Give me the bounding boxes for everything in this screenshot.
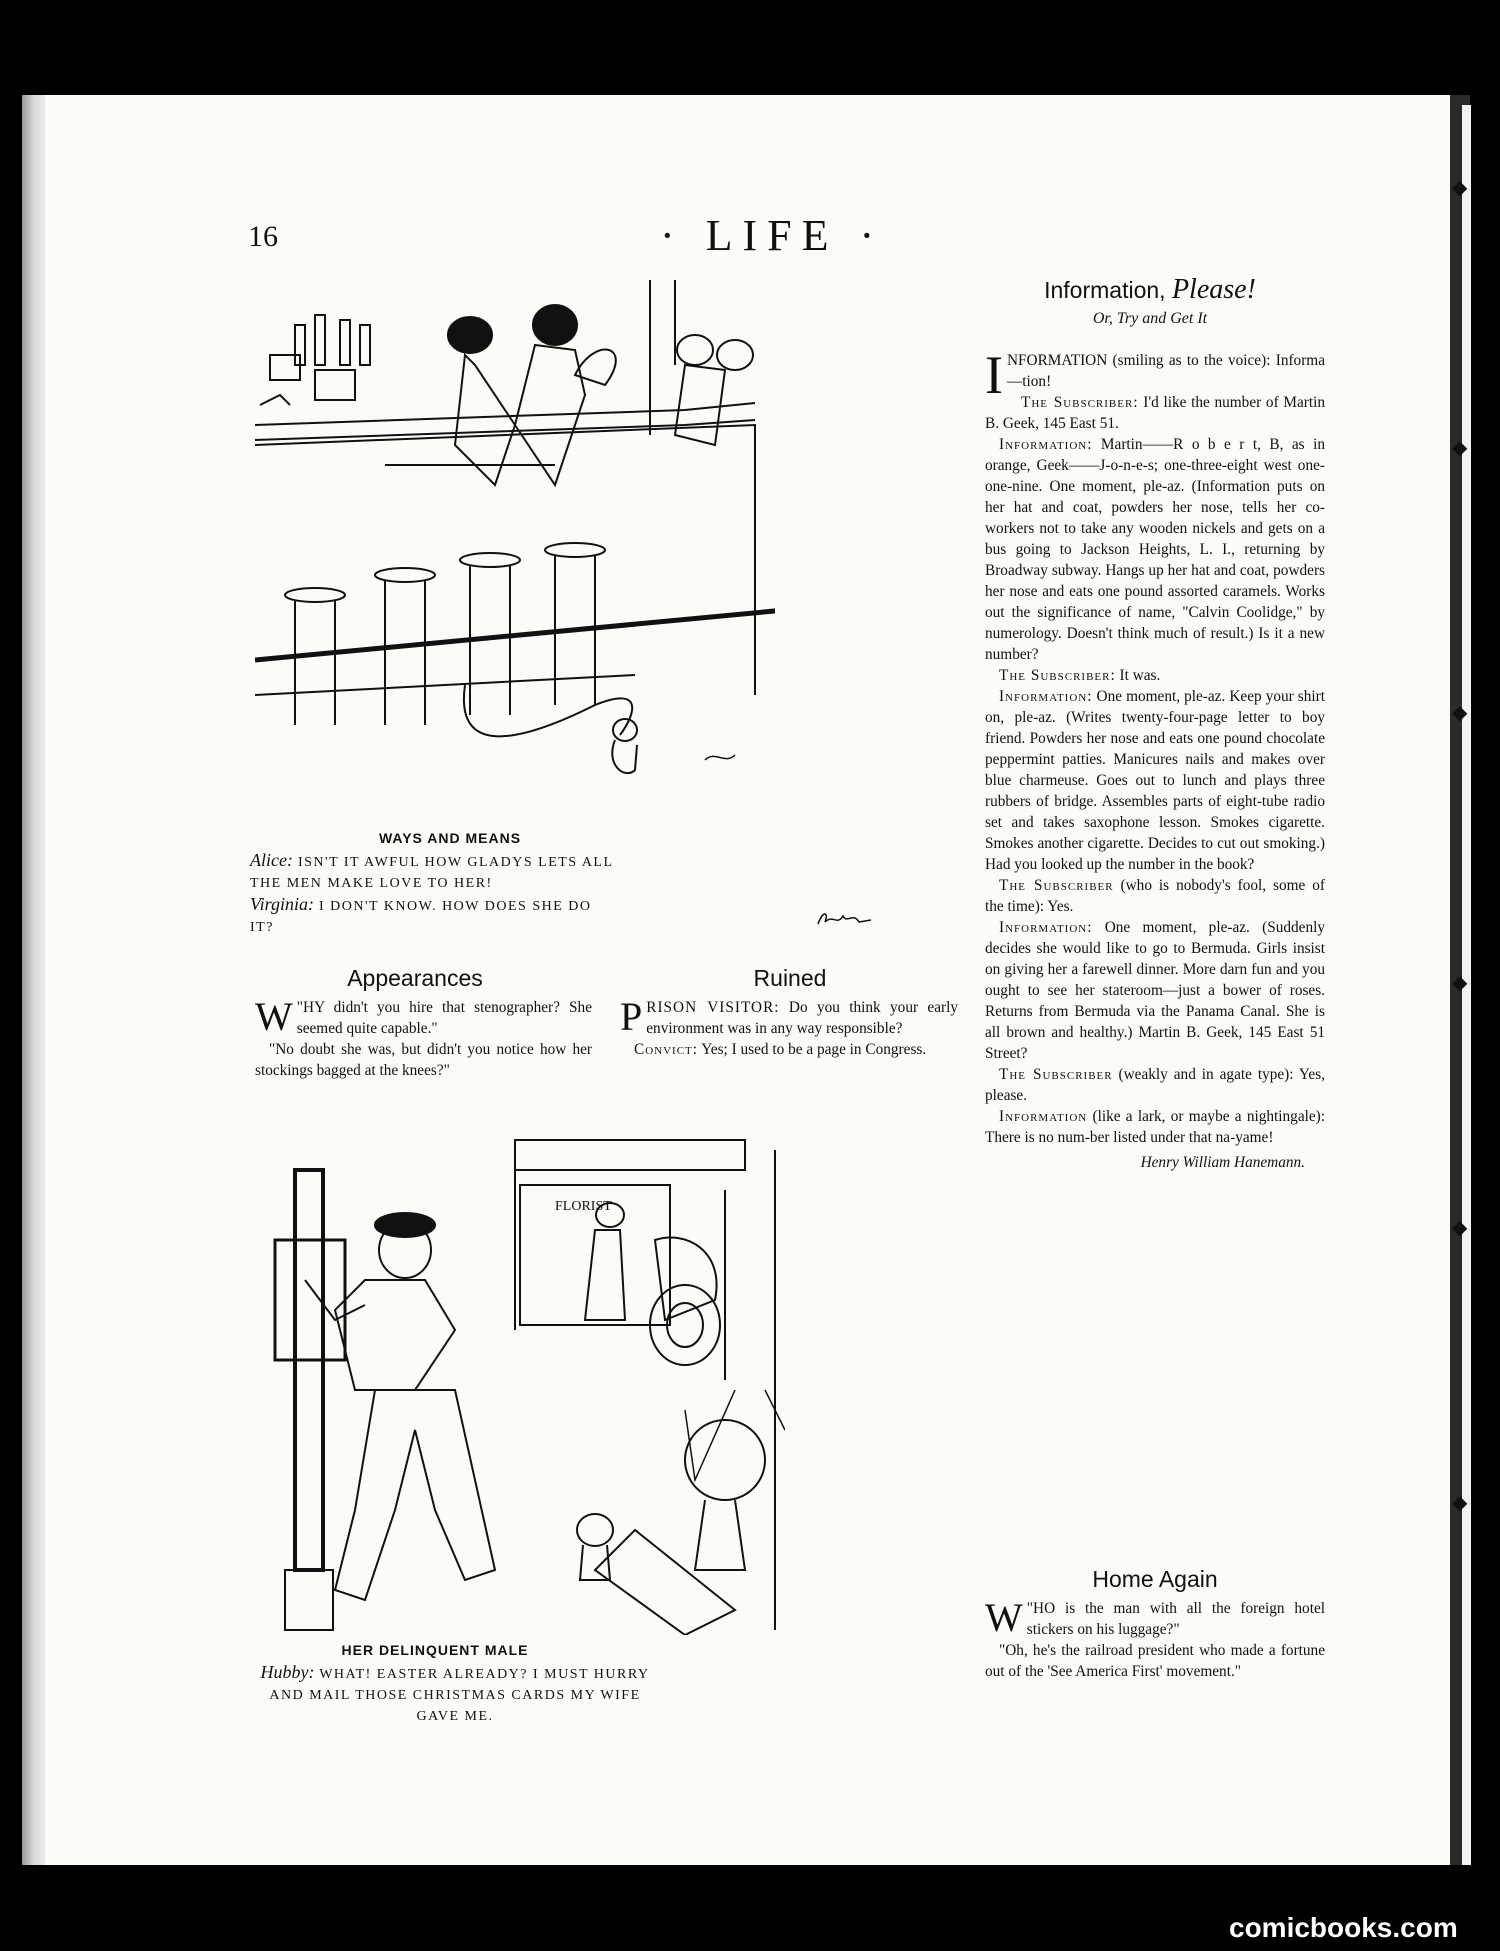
cartoon-illustration-mailbox — [265, 1130, 785, 1635]
cartoon-caption-ways-and-means — [250, 850, 620, 938]
page-number: 16 — [248, 220, 278, 253]
article-body-ruined — [620, 994, 958, 1060]
paragraph-text: (like a lark, or maybe a nightingale): There is no num-ber listed under that na-yame! — [985, 1108, 1325, 1146]
paragraph — [985, 1595, 1325, 1640]
paragraph — [985, 686, 1325, 875]
caption-text-hubby: WHAT! EASTER ALREADY? I MUST HURRY AND MAIL THOSE CHRISTMAS CARDS MY WIFE GAVE ME. — [269, 1667, 650, 1724]
artist-signature — [815, 908, 875, 930]
caption-line-virginia — [250, 894, 620, 938]
page-edge-mark: ◆ — [1452, 1215, 1468, 1239]
article-body-home-again — [985, 1595, 1325, 1682]
paragraph — [985, 917, 1325, 1064]
speaker-lead: The Subscriber: — [999, 667, 1116, 684]
paragraph — [985, 434, 1325, 665]
paragraph — [985, 1064, 1325, 1106]
speaker-lead: Information: — [999, 919, 1093, 936]
drop-cap: W — [255, 994, 293, 1039]
paragraph: "No doubt she was, but didn't you notice how her stockings bagged at the knees?" — [255, 1041, 592, 1079]
page-edge-mark: ◆ — [1452, 970, 1468, 994]
page-edge-mark: ◆ — [1452, 1490, 1468, 1514]
speaker-lead: The Subscriber — [999, 1066, 1113, 1083]
paragraph-text: HO is the man with all the foreign hotel stickers on his luggage?" — [1026, 1600, 1325, 1638]
paragraph — [985, 665, 1325, 686]
paragraph — [255, 994, 592, 1039]
open-quote: " — [296, 999, 304, 1016]
title-main: Information, — [1044, 277, 1166, 303]
paragraph-text: One moment, ple-az. (Suddenly decides she would like to go to Bermuda. Girls insist on giving her a farewell dinner. More darn fun and you ought to see her stateroom—just a bower of roses. Returns from Bermuda via the Panama Canal. She is all brown and healthy.) Martin B. Geek, 145 East 51 Street? — [985, 919, 1325, 1062]
cartoon-title-ways-and-means: WAYS AND MEANS — [378, 830, 522, 846]
florist-sign: FLORIST — [555, 1199, 612, 1214]
drop-cap: P — [620, 994, 643, 1039]
article-subtitle: Or, Try and Get It — [1092, 310, 1208, 327]
open-quote: " — [1026, 1600, 1034, 1617]
cartoon-caption-her-delinquent-male — [250, 1662, 660, 1727]
paragraph-text: Do you think your early environment was in any way responsible? — [646, 999, 958, 1037]
paragraph — [985, 1106, 1325, 1148]
caption-line-alice — [250, 850, 620, 894]
title-emphasis: Please! — [1171, 274, 1256, 305]
drop-cap: I — [985, 345, 1003, 405]
article-title-information-please — [1000, 274, 1300, 306]
speaker-lead: Convict: — [634, 1041, 699, 1058]
drop-cap: W — [985, 1595, 1023, 1640]
paragraph-text: I'd like the number of Martin B. Geek, 145 East 51. — [985, 394, 1325, 432]
paragraph-text: Yes; I used to be a page in Congress. — [698, 1041, 927, 1058]
paragraph — [620, 1039, 958, 1060]
page-edge-mark: ◆ — [1452, 700, 1468, 724]
speaker-lead: NFORMATION — [1006, 352, 1108, 369]
article-title-home-again: Home Again — [1092, 1566, 1218, 1592]
paragraph — [985, 392, 1325, 434]
speaker-lead: Information: — [999, 688, 1093, 705]
paragraph-text: HY didn't you hire that stenographer? She seemed quite capable." — [296, 999, 592, 1037]
watermark: comicbooks.com — [1229, 1912, 1458, 1943]
speaker-lead: Information: — [999, 436, 1093, 453]
page-edge-mark: ◆ — [1452, 175, 1468, 199]
article-body-information-please — [985, 345, 1325, 1173]
caption-text-virginia: I DON'T KNOW. HOW DOES SHE DO IT? — [250, 899, 592, 935]
article-title-appearances: Appearances — [347, 965, 483, 991]
paragraph — [985, 875, 1325, 917]
speaker-alice: Alice: — [250, 850, 293, 870]
paragraph-text: Martin——R o b e r t, B, as in orange, Geek——J-o-n-e-s; one-three-eight west one-one-nine. One moment, ple-az. (Information puts on her hat and coat, powders her nose, tells her co-workers not to take any wooden nickels and gets on a bus going to Jackson Heights, L. I., returning by Broadway subway. Hangs up her hat and coat, powders her nose and eats one pound assorted caramels. Works out the significance of name, "Calvin Coolidge," by numerology. Doesn't think much of result.) Is it a new number? — [985, 436, 1325, 663]
byline: Henry William Hanemann. — [1140, 1154, 1305, 1171]
cartoon-title-her-delinquent-male: HER DELINQUENT MALE — [341, 1642, 529, 1658]
paragraph-text: (weakly and in agate type): Yes, please. — [985, 1066, 1325, 1104]
cartoon-illustration-bar — [255, 275, 775, 825]
speaker-virginia: Virginia: — [250, 894, 314, 914]
masthead: · LIFE · — [660, 211, 885, 260]
speaker-lead: The Subscriber: — [1020, 394, 1139, 411]
paragraph: "Oh, he's the railroad president who made a fortune out of the 'See America First' movement." — [985, 1642, 1325, 1680]
paragraph-text: (who is nobody's fool, some of the time): Yes. — [985, 877, 1325, 915]
caption-text-alice: ISN'T IT AWFUL HOW GLADYS LETS ALL THE MEN MAKE LOVE TO HER! — [250, 855, 614, 891]
speaker-lead: Information — [999, 1108, 1088, 1125]
paragraph — [620, 994, 958, 1039]
paragraph-text: One moment, ple-az. Keep your shirt on, ple-az. (Writes twenty-four-page letter to boy friend. Powders her nose and eats one pound chocolate peppermint patties. Manicures nails and makes over blue charmeuse. Goes out to lunch and plays three rubbers of bridge. Assembles parts of eight-tube radio set and takes saxophone lesson. Smokes cigarette. Smokes another cigarette. Decides to cut out smoking.) Had you looked up the number in the book? — [985, 688, 1325, 873]
article-title-ruined: Ruined — [753, 965, 827, 991]
article-body-appearances — [255, 994, 592, 1081]
paragraph-text: It was. — [1115, 667, 1161, 684]
speaker-hubby: Hubby: — [260, 1662, 315, 1682]
speaker-lead: The Subscriber — [999, 877, 1114, 894]
page-edge-mark: ◆ — [1452, 435, 1468, 459]
speaker-lead: RISON VISITOR: — [646, 999, 780, 1016]
paragraph-text: (smiling as to the voice): Informa—tion! — [1006, 352, 1325, 390]
